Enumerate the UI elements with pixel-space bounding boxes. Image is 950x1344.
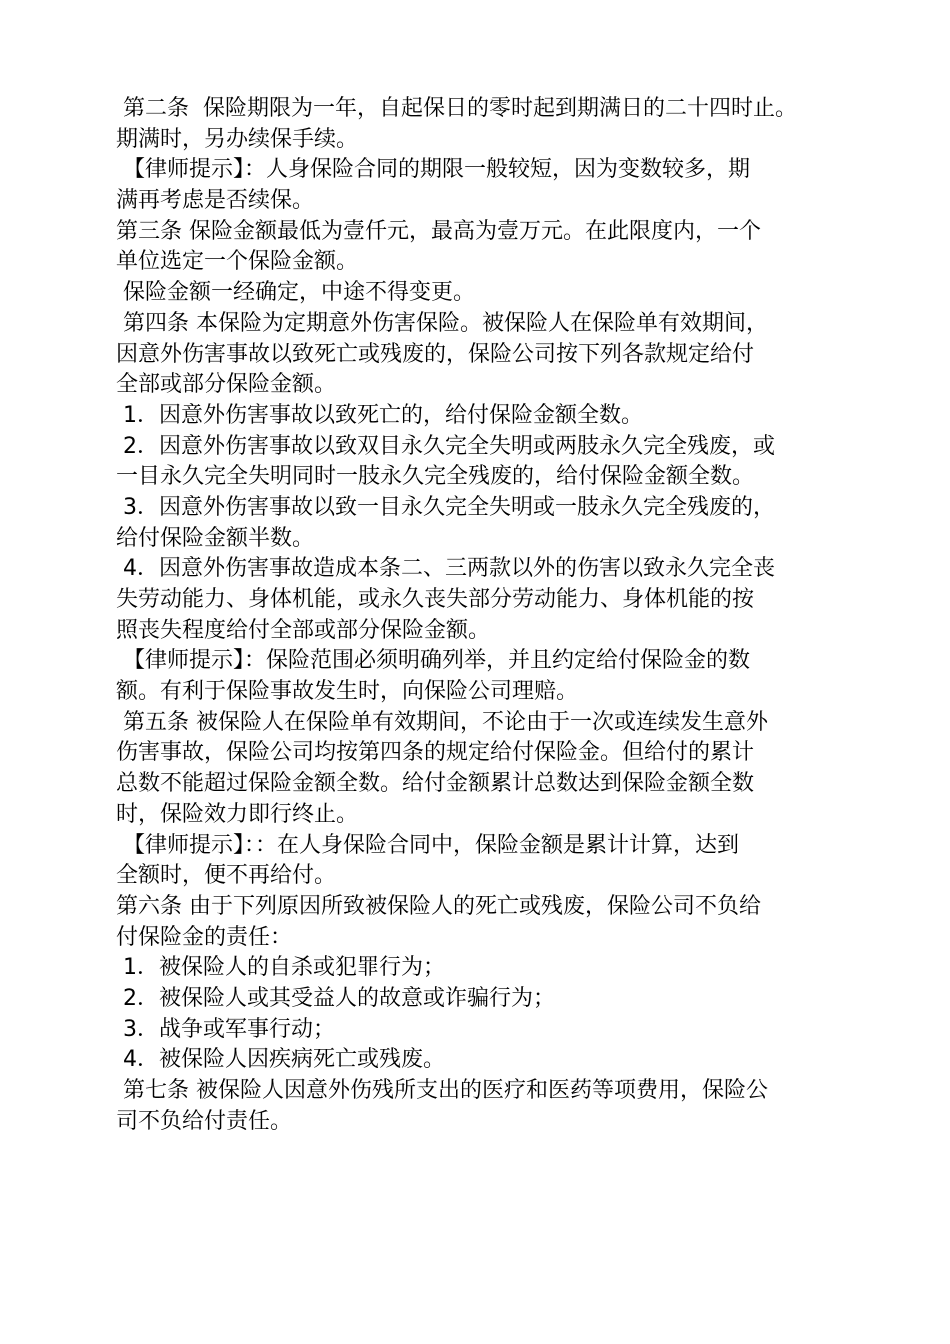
text-line: 3．因意外伤害事故以致一目永久完全失明或一肢永久完全残废的， — [116, 494, 775, 520]
text-line: 第二条 保险期限为一年，自起保日的零时起到期满日的二十四时止。 — [116, 96, 797, 121]
text-line: 全部或部分保险金额。 — [116, 372, 337, 398]
text-line: 第三条 保险金额最低为壹仟元，最高为壹万元。在此限度内，一个 — [116, 218, 761, 244]
text-line: 额。有利于保险事故发生时，向保险公司理赔。 — [116, 679, 579, 705]
text-line: 4．被保险人因疾病死亡或残废。 — [116, 1047, 445, 1073]
text-line: 第五条 被保险人在保险单有效期间，不论由于一次或连续发生意外 — [116, 709, 768, 735]
text-line: 【律师提示】：：在人身保险合同中，保险金额是累计计算，达到 — [116, 832, 739, 858]
text-line: 3．战争或军事行动； — [116, 1016, 335, 1042]
text-line: 失劳动能力、身体机能，或永久丧失部分劳动能力、身体机能的按 — [116, 587, 755, 612]
text-line: 【律师提示】：人身保险合同的期限一般较短，因为变数较多，期 — [116, 157, 750, 183]
text-line: 4．因意外伤害事故造成本条二、三两款以外的伤害以致永久完全丧 — [116, 556, 775, 582]
text-line: 第七条 被保险人因意外伤残所支出的医疗和医药等项费用，保险公 — [116, 1078, 768, 1103]
text-line: 单位选定一个保险金额。 — [116, 249, 359, 275]
text-line: 付保险金的责任： — [116, 924, 293, 950]
text-line: 2．被保险人或其受益人的故意或诈骗行为； — [116, 985, 555, 1011]
text-line: 保险金额一经确定，中途不得变更。 — [116, 280, 475, 306]
text-line: 总数不能超过保险金额全数。给付金额累计总数达到保险金额全数 — [116, 771, 755, 797]
text-line: 第六条 由于下列原因所致被保险人的死亡或残废，保险公司不负给 — [116, 893, 761, 919]
text-line: 因意外伤害事故以致死亡或残废的，保险公司按下列各款规定给付 — [116, 341, 755, 367]
text-line: 全额时，便不再给付。 — [116, 863, 337, 889]
text-line: 满再考虑是否续保。 — [116, 188, 315, 214]
text-line: 司不负给付责任。 — [116, 1108, 293, 1134]
document-body — [116, 94, 846, 1137]
text-line: 【律师提示】：保险范围必须明确列举，并且约定给付保险金的数 — [116, 648, 750, 674]
text-line: 照丧失程度给付全部或部分保险金额。 — [116, 617, 491, 643]
text-line: 给付保险金额半数。 — [116, 525, 315, 551]
text-line: 2．因意外伤害事故以致双目永久完全失明或两肢永久完全残废，或 — [116, 433, 775, 459]
text-line: 时，保险效力即行终止。 — [116, 801, 359, 827]
text-line: 伤害事故，保险公司均按第四条的规定给付保险金。但给付的累计 — [116, 740, 755, 766]
text-line: 一目永久完全失明同时一肢永久完全残废的，给付保险金额全数。 — [116, 464, 755, 490]
text-line: 第四条 本保险为定期意外伤害保险。被保险人在保险单有效期间， — [116, 310, 768, 336]
text-line: 期满时，另办续保手续。 — [116, 126, 359, 152]
text-line: 1．因意外伤害事故以致死亡的，给付保险金额全数。 — [116, 402, 643, 428]
text-line: 1．被保险人的自杀或犯罪行为； — [116, 955, 445, 981]
